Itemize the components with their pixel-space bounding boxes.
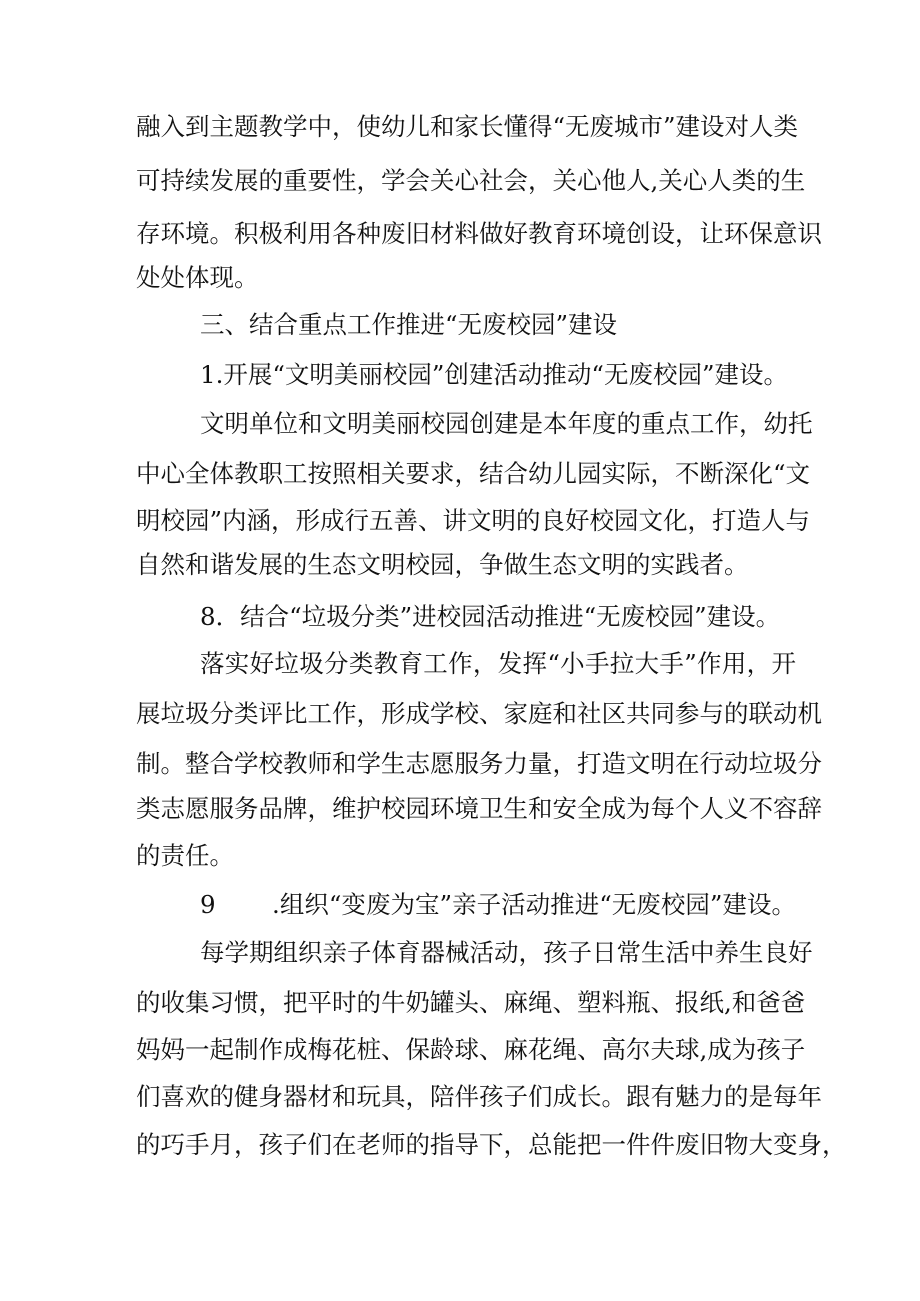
paragraph-line: 的收集习惯，把平时的牛奶罐头、麻绳、塑料瓶、报纸,和爸爸 — [136, 988, 806, 1017]
paragraph-line: 存环境。积极利用各种废旧材料做好教育环境创设，让环保意识 — [136, 219, 822, 248]
subsection-heading: 8．结合“垃圾分类”进校园活动推进“无废校园”建设。 — [200, 602, 781, 631]
paragraph-line: 制。整合学校教师和学生志愿服务力量，打造文明在行动垃圾分 — [136, 749, 822, 778]
paragraph-line: 每学期组织亲子体育器械活动，孩子日常生活中养生良好 — [200, 938, 813, 967]
paragraph-line: 明校园”内涵，形成行五善、讲文明的良好校园文化，打造人与 — [136, 506, 811, 535]
subsection-heading: .组织“变废为宝”亲子活动推进“无废校园”建设。 — [272, 890, 796, 919]
paragraph-line: 的巧手月，孩子们在老师的指导下，总能把一件件废旧物大变身， — [136, 1130, 847, 1159]
paragraph-line: 们喜欢的健身器材和玩具，陪伴孩子们成长。跟有魅力的是每年 — [136, 1082, 822, 1111]
subsection-heading: 1.开展“文明美丽校园”创建活动推动“无废校园”建设。 — [200, 360, 788, 389]
paragraph-line: 可持续发展的重要性，学会关心社会，关心他人,关心人类的生 — [136, 166, 806, 195]
paragraph-line: 融入到主题教学中，使幼儿和家长懂得“无废城市”建设对人类 — [136, 112, 799, 141]
paragraph-line: 类志愿服务品牌，维护校园环境卫生和安全成为每个人义不容辞 — [136, 794, 822, 823]
paragraph-line: 落实好垃圾分类教育工作，发挥“小手拉大手”作用，开 — [200, 649, 796, 678]
paragraph-line: 自然和谐发展的生态文明校园，争做生态文明的实践者。 — [136, 550, 749, 579]
paragraph-line: 展垃圾分类评比工作，形成学校、家庭和社区共同参与的联动机 — [136, 699, 822, 728]
paragraph-line: 的责任。 — [136, 841, 234, 870]
paragraph-line: 文明单位和文明美丽校园创建是本年度的重点工作，幼托 — [200, 409, 813, 438]
subsection-number: 9 — [200, 890, 216, 919]
section-heading: 三、结合重点工作推进“无废校园”建设 — [200, 310, 618, 339]
paragraph-line: 妈妈一起制作成梅花桩、保龄球、麻花绳、高尔夫球,成为孩子 — [136, 1035, 806, 1064]
paragraph-line: 中心全体教职工按照相关要求，结合幼儿园实际，不断深化“文 — [136, 459, 811, 488]
paragraph-line: 处处体现。 — [136, 263, 259, 292]
